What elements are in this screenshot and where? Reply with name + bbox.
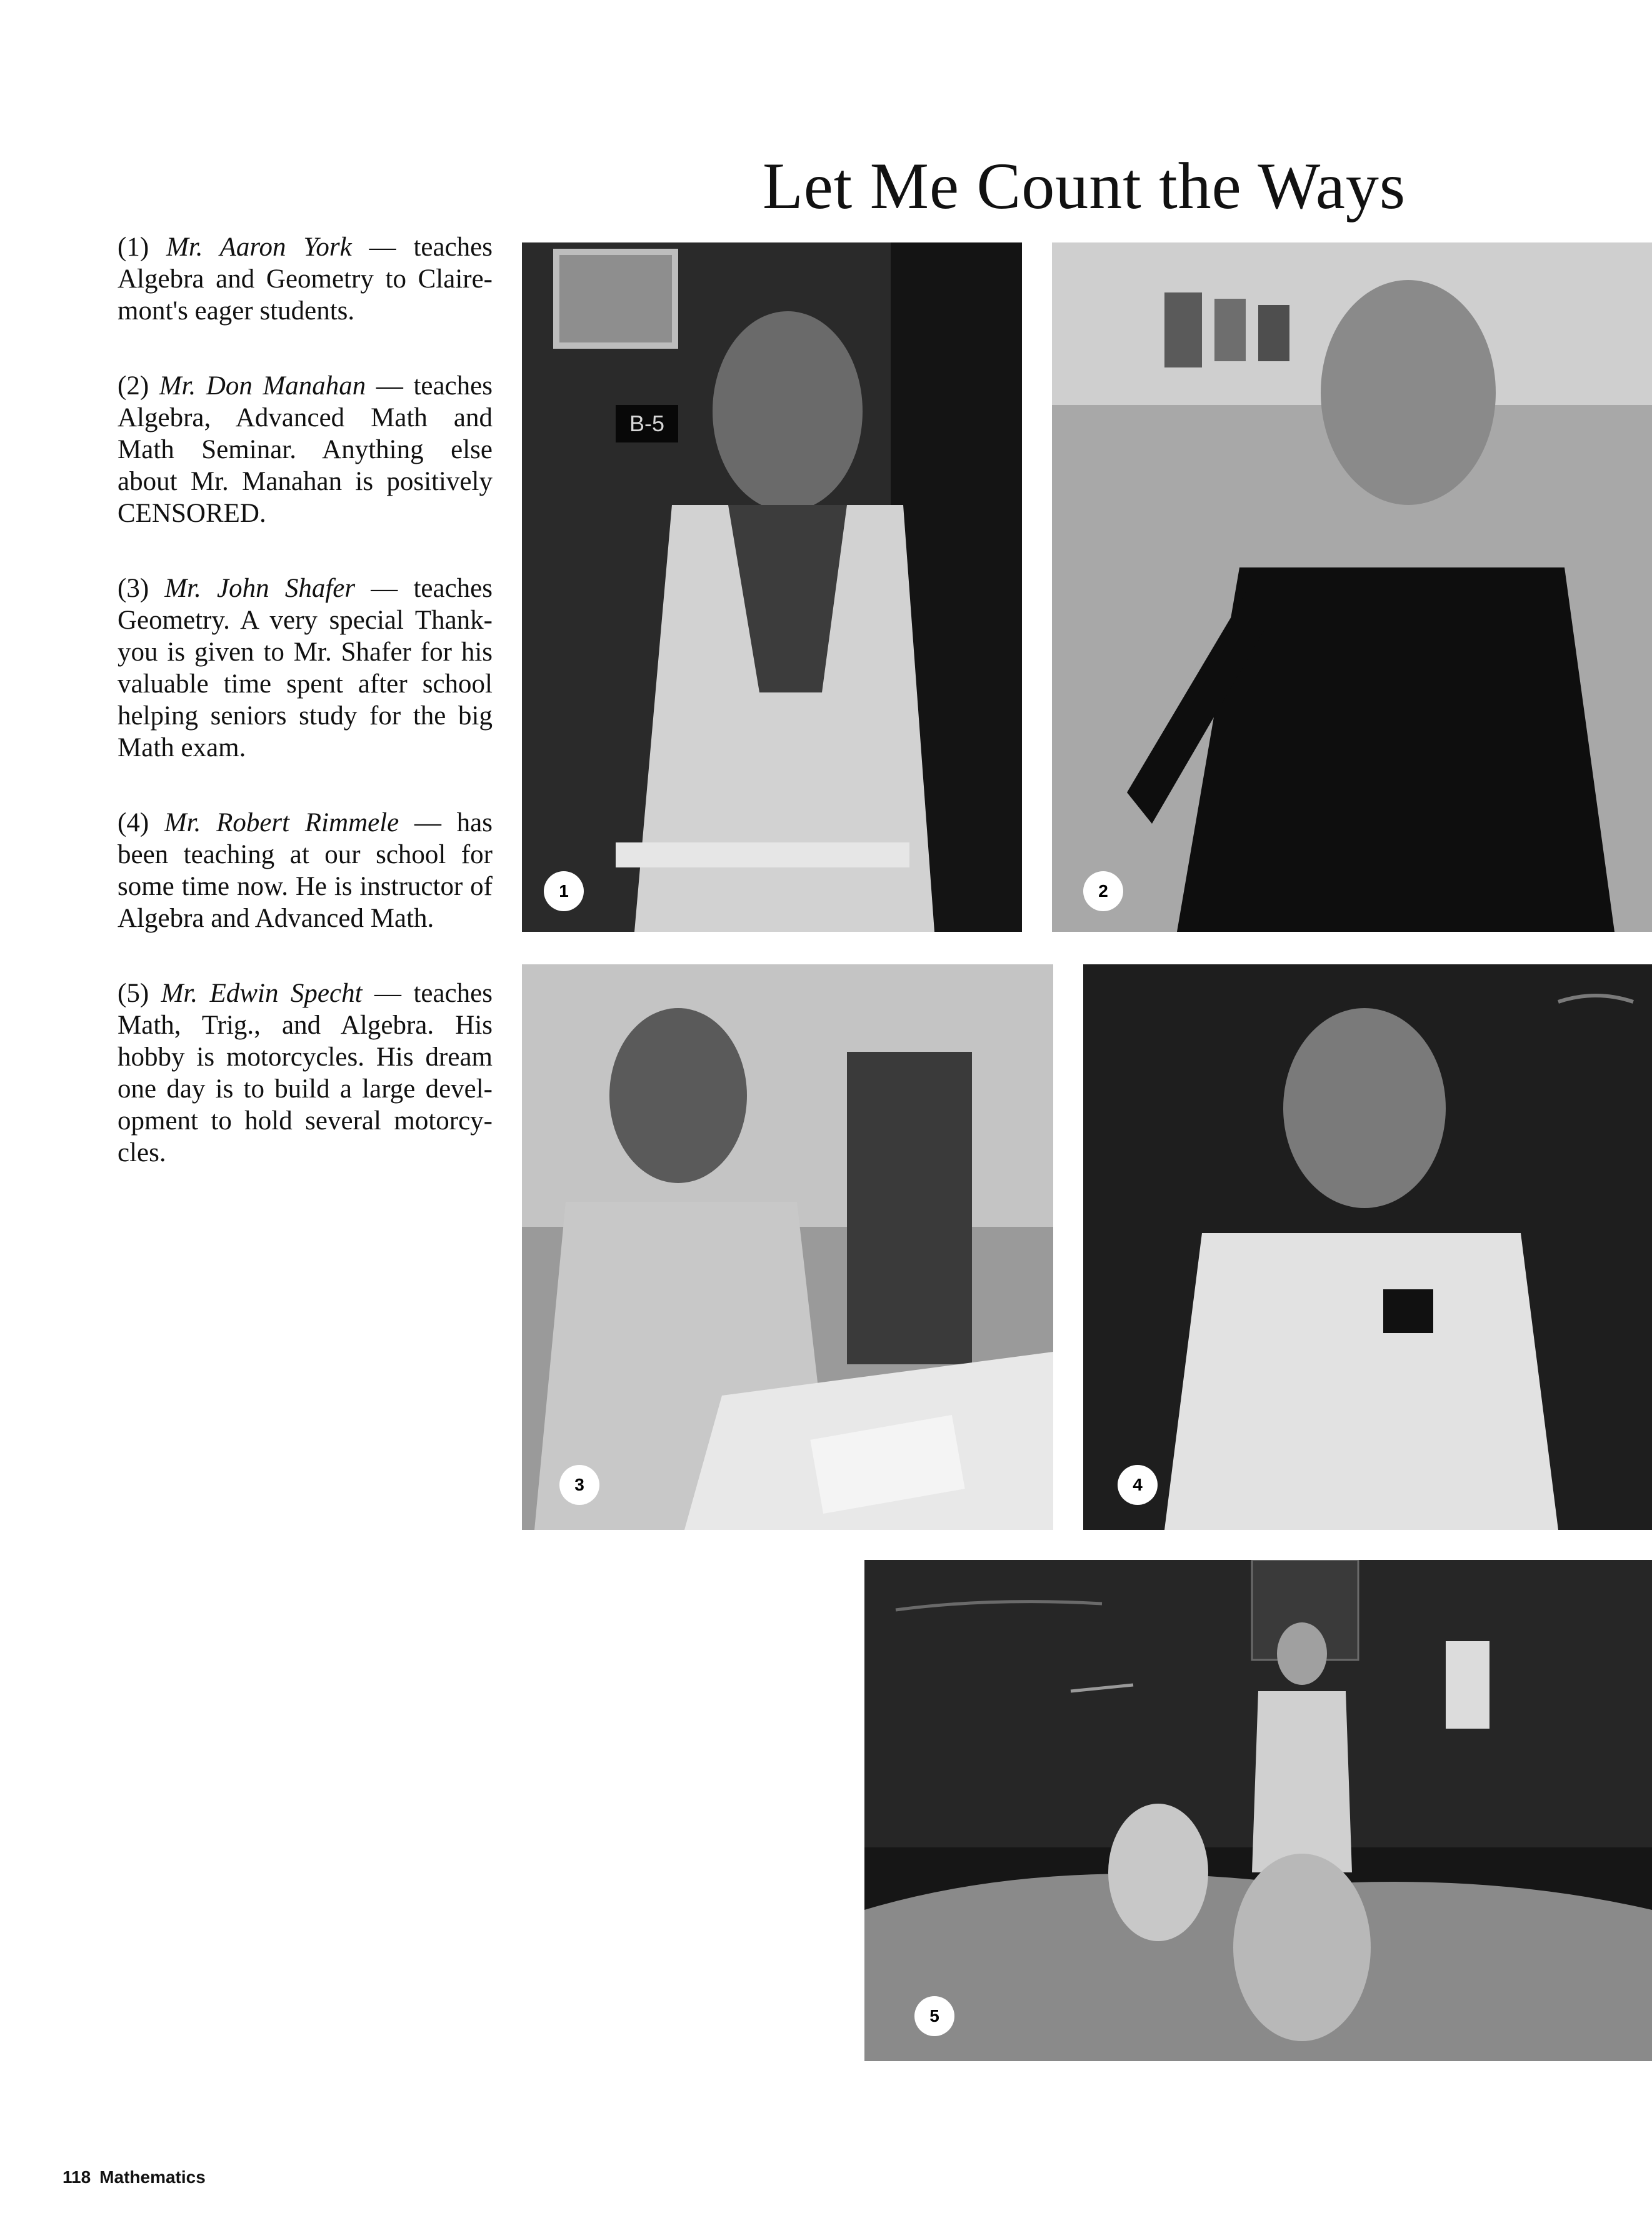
- page-footer: [63, 2167, 206, 2187]
- teacher-name: Mr. Don Manahan: [159, 371, 366, 401]
- caption-4: (4) Mr. Robert Rimmele — has been teaching at our school for some time now. He is instructor of Algebra and Advanced Math.: [118, 808, 493, 933]
- captions-column: [118, 231, 493, 1212]
- photo-4: [1083, 964, 1652, 1530]
- teacher-name: Mr. Aaron York: [166, 232, 352, 262]
- photo-badge: 5: [914, 1996, 954, 2036]
- room-sign: B-5: [629, 411, 665, 436]
- photo-badge: 4: [1118, 1465, 1158, 1505]
- photo-4-image: [1083, 964, 1652, 1530]
- teacher-name: Mr. Edwin Specht: [161, 979, 363, 1008]
- page-title: Let Me Count the Ways: [763, 149, 1406, 222]
- photo-badge: 2: [1083, 871, 1123, 911]
- photo-3: [522, 964, 1053, 1530]
- teacher-name: Mr. Robert Rimmele: [164, 808, 399, 837]
- photo-1-image: [522, 242, 1022, 932]
- photo-5: [864, 1560, 1652, 2061]
- caption-2: (2) Mr. Don Manahan — teaches Algebra, Advanced Math and Math Seminar. Anything else about Mr. Manahan is positively CENSORED.: [118, 371, 493, 528]
- teacher-name: Mr. John Shafer: [164, 574, 356, 603]
- caption-5: (5) Mr. Edwin Specht — teaches Math, Trig., and Algebra. His hobby is motorcycles. His dream one day is to build a large devel-opment to hold several motorcy-cles.: [118, 979, 493, 1167]
- photo-5-image: [864, 1560, 1652, 2061]
- caption-1: (1) Mr. Aaron York — teaches Algebra and Geometry to Claire-mont's eager students.: [118, 232, 493, 326]
- caption-3: (3) Mr. John Shafer — teaches Geometry. A very special Thank-you is given to Mr. Shafer for his valuable time spent after school helping seniors study for the big Math exam.: [118, 574, 493, 762]
- photo-3-image: [522, 964, 1053, 1530]
- section-name: Mathematics: [99, 2167, 206, 2187]
- photo-2-image: [1052, 242, 1652, 932]
- page-number: 118: [63, 2167, 91, 2187]
- photo-badge: 3: [559, 1465, 599, 1505]
- photo-1: [522, 242, 1022, 932]
- photo-2: [1052, 242, 1652, 932]
- photo-badge: 1: [544, 871, 584, 911]
